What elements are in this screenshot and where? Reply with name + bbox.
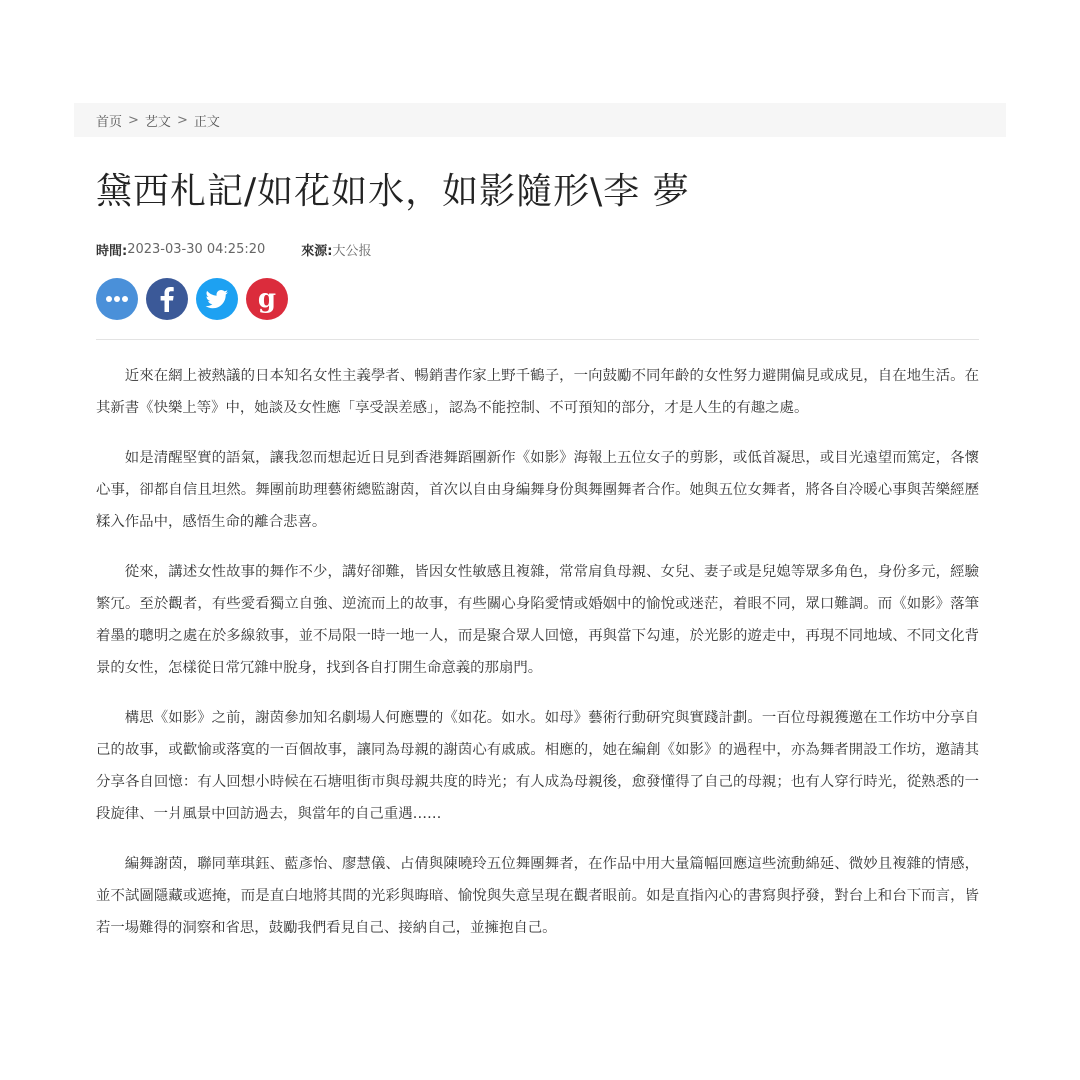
paragraph: 編舞謝茵，聯同華琪鈺、藍彥怡、廖慧儀、占倩與陳曉玲五位舞團舞者，在作品中用大量篇幅回應這些流動綿延、微妙且複雜的情感，並不試圖隱藏或遮掩，而是直白地將其間的光彩與晦暗、愉悅與失意呈現在觀者眼前。如是直指內心的書寫與抒發，對台上和台下而言，皆若一場難得的洞察和省思，鼓勵我們看見自己、接納自己，並擁抱自己。 [96, 856, 979, 936]
more-icon [96, 278, 138, 320]
paragraph: 如是清醒堅實的語氣，讓我忽而想起近日見到香港舞蹈團新作《如影》海報上五位女子的剪影，或低首凝思，或目光遠望而篤定，各懷心事，卻都自信且坦然。舞團前助理藝術總監謝茵，首次以自由身編舞身份與舞團舞者合作。她與五位女舞者，將各自冷暖心事與苦樂經歷糅入作品中，感悟生命的離合悲喜。 [96, 450, 979, 530]
breadcrumb-separator: > [176, 112, 188, 128]
breadcrumb-separator: > [128, 112, 139, 128]
google-plus-share-button[interactable] [246, 278, 288, 320]
share-bar [96, 278, 979, 320]
source-value: 大公报 [332, 243, 372, 259]
article [96, 160, 979, 962]
paragraph: 近來在網上被熱議的日本知名女性主義學者、暢銷書作家上野千鶴子，一向鼓勵不同年齡的女性努力避開偏見或成見，自在地生活。在其新書《快樂上等》中，她談及女性應「享受誤差感」，認為不能控制、不可預知的部分，才是人生的有趣之處。 [96, 368, 979, 416]
paragraph: 從來，講述女性故事的舞作不少，講好卻難，皆因女性敏感且複雜，常常肩負母親、女兒、妻子或是兒媳等眾多角色，身份多元，經驗繁冗。至於觀者，有些愛看獨立自強、逆流而上的故事，有些關心身陷愛情或婚姻中的愉悅或迷茫，着眼不同，眾口難調。而《如影》落筆着墨的聰明之處在於多線敘事，並不局限一時一地一人，而是聚合眾人回憶，再與當下勾連，於光影的遊走中，再現不同地域、不同文化背景的女性，怎樣從日常冗雜中脫身，找到各自打開生命意義的那扇門。 [96, 564, 979, 676]
breadcrumb-current: 正文 [193, 114, 220, 130]
breadcrumb [74, 103, 1006, 137]
time-label: 時間: [96, 243, 128, 259]
article-title: 黛西札記/如花如水，如影隨形\李 夢 [96, 171, 690, 212]
article-meta [96, 238, 979, 260]
paragraph: 構思《如影》之前，謝茵參加知名劇場人何應豐的《如花。如水。如母》藝術行動研究與實踐計劃。一百位母親獲邀在工作坊中分享自己的故事，或歡愉或落寞的一百個故事，讓同為母親的謝茵心有戚戚。相應的，她在編創《如影》的過程中，亦為舞者開設工作坊，邀請其分享各自回憶：有人回想小時候在石塘咀街市與母親共度的時光；有人成為母親後，愈發懂得了自己的母親；也有人穿行時光，從熟悉的一段旋律、一爿風景中回訪過去，與當年的自己重遇…… [96, 710, 979, 822]
source-label: 來源: [301, 243, 333, 259]
twitter-share-button[interactable] [196, 278, 238, 320]
article-body [96, 360, 979, 944]
facebook-share-button[interactable] [146, 278, 188, 320]
breadcrumb-section-link[interactable]: 艺文 [144, 114, 171, 130]
svg-text:g: g [257, 284, 277, 314]
more-share-button[interactable] [96, 278, 138, 320]
google-plus-icon [246, 278, 288, 320]
breadcrumb-home-link[interactable]: 首页 [96, 114, 123, 130]
facebook-icon [146, 278, 188, 320]
publish-time: 2023-03-30 04:25:20 [127, 241, 266, 257]
divider [96, 339, 979, 340]
twitter-icon [196, 278, 238, 320]
